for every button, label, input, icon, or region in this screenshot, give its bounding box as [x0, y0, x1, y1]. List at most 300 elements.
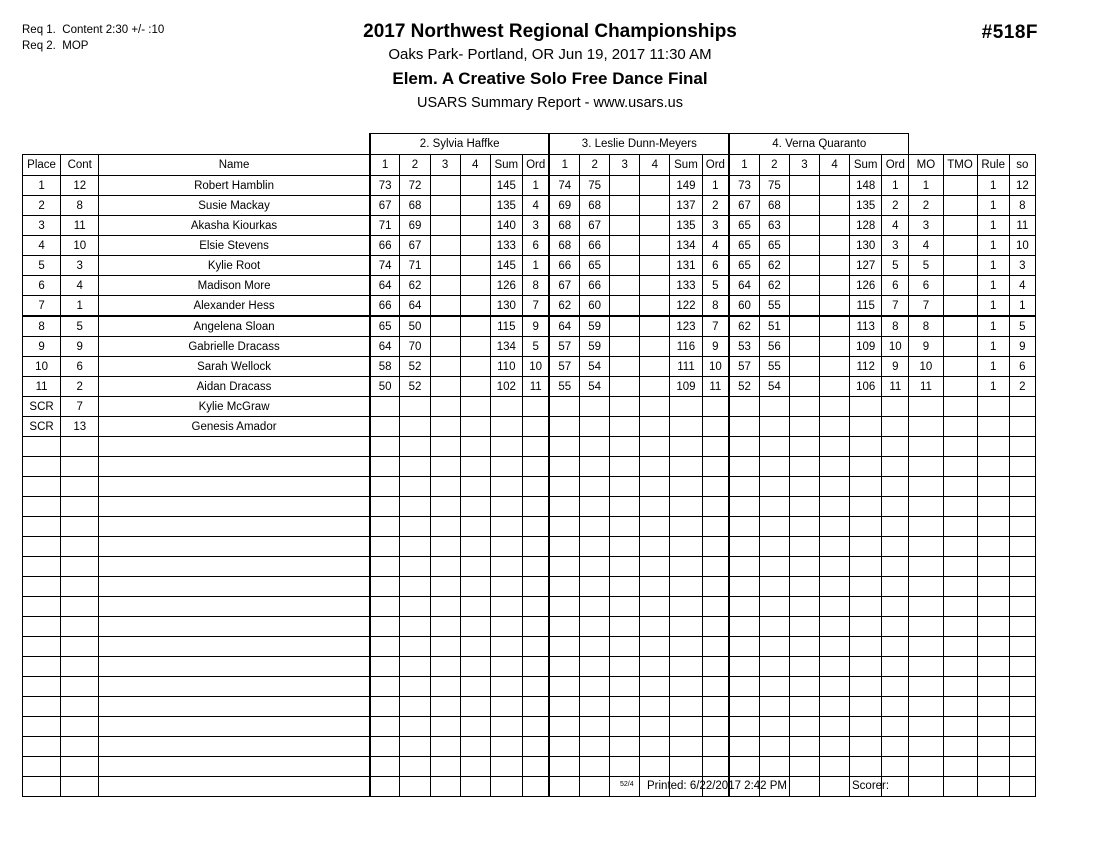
blank-cell [909, 457, 943, 477]
judge-3-label: 4. Verna Quaranto [729, 134, 909, 155]
blank-cell [610, 617, 640, 637]
blank-cell [729, 657, 759, 677]
blank-cell [370, 737, 400, 757]
score-sheet [22, 133, 1036, 797]
blank-cell [943, 437, 977, 457]
blank-cell [549, 437, 579, 457]
row-name: Elsie Stevens [99, 236, 370, 256]
row-j1-score3 [430, 316, 460, 337]
blank-cell [99, 537, 370, 557]
row-tmo [943, 176, 977, 196]
row-j1-sum: 102 [490, 377, 522, 397]
row-j3-score4 [820, 196, 850, 216]
blank-cell [580, 437, 610, 457]
blank-cell [99, 737, 370, 757]
blank-cell [460, 757, 490, 777]
blank-cell [1009, 477, 1035, 497]
blank-cell [522, 697, 549, 717]
row-j1-score1: 66 [370, 296, 400, 317]
blank-cell [977, 457, 1009, 477]
judge-1-label: 2. Sylvia Haffke [370, 134, 550, 155]
blank-cell [640, 617, 670, 637]
row-j3-score4 [820, 256, 850, 276]
row-j2-score1: 68 [549, 236, 579, 256]
row-cont: 2 [61, 377, 99, 397]
blank-cell [430, 457, 460, 477]
row-place: 11 [23, 377, 61, 397]
blank-cell [549, 517, 579, 537]
blank-cell [759, 737, 789, 757]
blank-cell [882, 617, 909, 637]
blank-cell [670, 617, 702, 637]
blank-cell [670, 497, 702, 517]
row-j2-score1: 64 [549, 316, 579, 337]
blank-cell [23, 597, 61, 617]
blank-cell [702, 477, 729, 497]
row-j1-sum: 135 [490, 196, 522, 216]
requirement-line-1: Req 1. Content 2:30 +/- :10 [22, 24, 165, 36]
row-j1-score2: 71 [400, 256, 430, 276]
row-cont: 11 [61, 216, 99, 236]
row-j2-score3 [610, 176, 640, 196]
row-j1-score1: 66 [370, 236, 400, 256]
row-j3-ord: 2 [882, 196, 909, 216]
row-tmo [943, 276, 977, 296]
row-j1-score1 [370, 397, 400, 417]
blank-cell [850, 457, 882, 477]
row-j2-score2: 54 [580, 377, 610, 397]
row-j3-ord: 1 [882, 176, 909, 196]
blank-cell [759, 697, 789, 717]
row-tmo [943, 256, 977, 276]
row-j2-sum: 135 [670, 216, 702, 236]
blank-cell [460, 717, 490, 737]
row-j2-score1: 74 [549, 176, 579, 196]
row-rule: 1 [977, 236, 1009, 256]
blank-cell [759, 657, 789, 677]
blank-cell [490, 757, 522, 777]
blank-cell [977, 717, 1009, 737]
row-j2-score4 [640, 216, 670, 236]
row-j1-ord: 3 [522, 216, 549, 236]
row-j1-score4 [460, 377, 490, 397]
report-line: USARS Summary Report - www.usars.us [417, 95, 683, 111]
blank-cell [1009, 437, 1035, 457]
blank-cell [61, 677, 99, 697]
row-tmo [943, 377, 977, 397]
blank-cell [882, 437, 909, 457]
row-j2-score4 [640, 256, 670, 276]
row-j3-score4 [820, 397, 850, 417]
table-row-blank [23, 737, 1036, 757]
blank-cell [610, 597, 640, 617]
blank-cell [430, 617, 460, 637]
row-j1-sum: 134 [490, 337, 522, 357]
row-j2-score4 [640, 397, 670, 417]
blank-cell [943, 577, 977, 597]
row-j1-score2: 62 [400, 276, 430, 296]
row-name: Gabrielle Dracass [99, 337, 370, 357]
row-j2-score1: 67 [549, 276, 579, 296]
col-head-j3-ord: Ord [882, 155, 909, 176]
row-j1-sum: 145 [490, 176, 522, 196]
blank-cell [370, 697, 400, 717]
row-j2-score3 [610, 216, 640, 236]
row-j1-score3 [430, 337, 460, 357]
blank-cell [23, 497, 61, 517]
row-j3-ord: 3 [882, 236, 909, 256]
blank-cell [702, 597, 729, 617]
blank-cell [729, 717, 759, 737]
judge-spacer-so [1009, 134, 1035, 155]
row-j2-score2: 54 [580, 357, 610, 377]
blank-cell [580, 637, 610, 657]
table-row-blank [23, 577, 1036, 597]
row-j1-score4 [460, 256, 490, 276]
row-cont: 4 [61, 276, 99, 296]
col-head-j2-sum: Sum [670, 155, 702, 176]
blank-cell [789, 677, 819, 697]
row-j3-score1: 62 [729, 316, 759, 337]
row-j1-score2 [400, 417, 430, 437]
blank-cell [430, 677, 460, 697]
blank-cell [943, 537, 977, 557]
blank-cell [99, 677, 370, 697]
blank-cell [370, 597, 400, 617]
row-j2-ord: 5 [702, 276, 729, 296]
col-head-rule: Rule [977, 155, 1009, 176]
row-j1-score3 [430, 216, 460, 236]
row-j2-score2: 67 [580, 216, 610, 236]
printed-timestamp: Printed: 6/22/2017 2:42 PM [647, 780, 788, 792]
table-row-blank [23, 657, 1036, 677]
blank-cell [400, 657, 430, 677]
blank-cell [460, 617, 490, 637]
blank-cell [522, 457, 549, 477]
requirement-line-2: Req 2. MOP [22, 40, 89, 52]
col-head-j2-3: 3 [610, 155, 640, 176]
blank-cell [789, 457, 819, 477]
row-cont: 9 [61, 337, 99, 357]
row-j1-score2: 70 [400, 337, 430, 357]
blank-cell [882, 537, 909, 557]
row-name: Susie Mackay [99, 196, 370, 216]
row-j2-score4 [640, 196, 670, 216]
row-j1-ord [522, 417, 549, 437]
blank-cell [977, 617, 1009, 637]
row-so: 6 [1009, 357, 1035, 377]
col-head-j2-1: 1 [549, 155, 579, 176]
row-j3-sum: 135 [850, 196, 882, 216]
blank-cell [610, 637, 640, 657]
row-j2-score4 [640, 276, 670, 296]
blank-cell [400, 457, 430, 477]
blank-cell [702, 757, 729, 777]
table-row [23, 316, 1036, 337]
col-head-j2-2: 2 [580, 155, 610, 176]
row-j2-score3 [610, 236, 640, 256]
blank-cell [522, 657, 549, 677]
blank-cell [1009, 537, 1035, 557]
blank-cell [522, 717, 549, 737]
blank-cell [909, 537, 943, 557]
blank-cell [909, 617, 943, 637]
row-j1-score3 [430, 397, 460, 417]
blank-cell [640, 677, 670, 697]
blank-cell [977, 697, 1009, 717]
row-j2-ord: 2 [702, 196, 729, 216]
row-mo [909, 417, 943, 437]
row-name: Kylie McGraw [99, 397, 370, 417]
row-so: 8 [1009, 196, 1035, 216]
row-j3-score2: 65 [759, 236, 789, 256]
blank-cell [61, 697, 99, 717]
row-j3-score3 [789, 316, 819, 337]
blank-cell [1009, 497, 1035, 517]
blank-cell [759, 757, 789, 777]
table-row-blank [23, 697, 1036, 717]
row-j1-ord: 5 [522, 337, 549, 357]
row-j3-sum: 128 [850, 216, 882, 236]
row-j3-sum: 106 [850, 377, 882, 397]
blank-cell [490, 637, 522, 657]
blank-cell [370, 477, 400, 497]
row-j2-score2: 65 [580, 256, 610, 276]
row-j3-score2: 56 [759, 337, 789, 357]
table-row-blank [23, 437, 1036, 457]
row-j3-score4 [820, 176, 850, 196]
title-block [0, 20, 1100, 114]
blank-cell [490, 497, 522, 517]
row-j2-sum: 123 [670, 316, 702, 337]
blank-cell [61, 757, 99, 777]
blank-cell [759, 537, 789, 557]
blank-cell [977, 757, 1009, 777]
blank-cell [882, 717, 909, 737]
blank-cell [729, 737, 759, 757]
blank-cell [99, 497, 370, 517]
row-rule: 1 [977, 176, 1009, 196]
blank-cell [61, 457, 99, 477]
col-head-j1-2: 2 [400, 155, 430, 176]
blank-cell [61, 477, 99, 497]
blank-cell [943, 557, 977, 577]
blank-cell [610, 437, 640, 457]
row-rule: 1 [977, 377, 1009, 397]
blank-cell [490, 557, 522, 577]
row-j3-ord [882, 397, 909, 417]
row-name: Robert Hamblin [99, 176, 370, 196]
blank-cell [789, 657, 819, 677]
blank-cell [640, 437, 670, 457]
blank-cell [370, 457, 400, 477]
row-j1-score1: 64 [370, 276, 400, 296]
row-j1-score3 [430, 296, 460, 317]
blank-cell [522, 617, 549, 637]
blank-cell [460, 677, 490, 697]
col-head-tmo: TMO [943, 155, 977, 176]
blank-cell [670, 737, 702, 757]
blank-cell [702, 737, 729, 757]
row-j1-score3 [430, 196, 460, 216]
blank-cell [99, 557, 370, 577]
row-j1-ord: 10 [522, 357, 549, 377]
blank-cell [977, 677, 1009, 697]
blank-cell [99, 517, 370, 537]
document-number: #518F [981, 22, 1038, 43]
table-row [23, 236, 1036, 256]
blank-cell [943, 697, 977, 717]
row-j1-score4 [460, 337, 490, 357]
blank-cell [370, 757, 400, 777]
table-row [23, 196, 1036, 216]
blank-cell [670, 577, 702, 597]
row-mo: 10 [909, 357, 943, 377]
table-row [23, 176, 1036, 196]
blank-cell [789, 697, 819, 717]
blank-cell [670, 697, 702, 717]
blank-cell [580, 557, 610, 577]
row-mo [909, 397, 943, 417]
blank-cell [789, 717, 819, 737]
blank-cell [610, 457, 640, 477]
blank-cell [820, 517, 850, 537]
blank-cell [759, 557, 789, 577]
blank-cell [23, 537, 61, 557]
blank-cell [850, 517, 882, 537]
row-j2-sum: 116 [670, 337, 702, 357]
blank-cell [61, 557, 99, 577]
row-j1-score4 [460, 236, 490, 256]
blank-cell [943, 457, 977, 477]
blank-cell [640, 697, 670, 717]
row-j2-score3 [610, 276, 640, 296]
blank-cell [370, 577, 400, 597]
column-header-row [23, 155, 1036, 176]
table-row [23, 357, 1036, 377]
row-j3-sum: 127 [850, 256, 882, 276]
blank-cell [729, 677, 759, 697]
blank-cell [670, 477, 702, 497]
row-j3-ord: 7 [882, 296, 909, 317]
row-j3-sum: 109 [850, 337, 882, 357]
blank-cell [789, 617, 819, 637]
blank-cell [490, 717, 522, 737]
table-row-blank [23, 517, 1036, 537]
table-row-blank [23, 457, 1036, 477]
row-j2-sum: 149 [670, 176, 702, 196]
row-j3-ord: 11 [882, 377, 909, 397]
blank-cell [1009, 677, 1035, 697]
row-j3-ord: 6 [882, 276, 909, 296]
row-j3-score1: 67 [729, 196, 759, 216]
blank-cell [729, 457, 759, 477]
blank-cell [430, 597, 460, 617]
blank-cell [23, 677, 61, 697]
row-j1-score2: 68 [400, 196, 430, 216]
row-j2-ord: 4 [702, 236, 729, 256]
blank-cell [430, 717, 460, 737]
blank-cell [977, 597, 1009, 617]
row-so [1009, 397, 1035, 417]
blank-cell [610, 657, 640, 677]
row-j2-sum [670, 397, 702, 417]
row-mo: 9 [909, 337, 943, 357]
row-j2-score3 [610, 397, 640, 417]
row-j1-ord: 1 [522, 176, 549, 196]
row-tmo [943, 236, 977, 256]
row-j3-score3 [789, 256, 819, 276]
row-cont: 5 [61, 316, 99, 337]
blank-cell [1009, 617, 1035, 637]
row-so: 1 [1009, 296, 1035, 317]
blank-cell [549, 537, 579, 557]
row-name: Aidan Dracass [99, 377, 370, 397]
blank-cell [549, 677, 579, 697]
row-j1-sum [490, 417, 522, 437]
row-name: Madison More [99, 276, 370, 296]
blank-cell [549, 477, 579, 497]
blank-cell [729, 757, 759, 777]
blank-cell [909, 677, 943, 697]
blank-cell [490, 477, 522, 497]
blank-cell [882, 497, 909, 517]
blank-cell [400, 477, 430, 497]
blank-cell [460, 597, 490, 617]
blank-cell [549, 757, 579, 777]
row-place: 7 [23, 296, 61, 317]
table-row [23, 256, 1036, 276]
blank-cell [702, 677, 729, 697]
blank-cell [882, 677, 909, 697]
blank-cell [670, 537, 702, 557]
row-j1-ord: 11 [522, 377, 549, 397]
row-j1-score1: 65 [370, 316, 400, 337]
blank-cell [549, 737, 579, 757]
blank-cell [490, 677, 522, 697]
col-head-j2-ord: Ord [702, 155, 729, 176]
blank-cell [460, 517, 490, 537]
blank-cell [729, 537, 759, 557]
row-j2-score4 [640, 417, 670, 437]
row-j3-sum: 112 [850, 357, 882, 377]
blank-cell [977, 657, 1009, 677]
row-tmo [943, 316, 977, 337]
blank-cell [702, 577, 729, 597]
blank-cell [522, 497, 549, 517]
blank-cell [580, 757, 610, 777]
row-place: 10 [23, 357, 61, 377]
blank-cell [729, 617, 759, 637]
col-head-j3-3: 3 [789, 155, 819, 176]
blank-cell [99, 437, 370, 457]
row-j1-score4 [460, 196, 490, 216]
row-place: SCR [23, 417, 61, 437]
row-cont: 10 [61, 236, 99, 256]
blank-cell [909, 437, 943, 457]
blank-cell [370, 617, 400, 637]
blank-cell [640, 737, 670, 757]
blank-cell [702, 537, 729, 557]
row-j1-score2: 72 [400, 176, 430, 196]
table-row [23, 276, 1036, 296]
blank-cell [490, 537, 522, 557]
row-j1-score3 [430, 236, 460, 256]
row-j2-score1: 66 [549, 256, 579, 276]
blank-cell [1009, 697, 1035, 717]
blank-cell [882, 577, 909, 597]
judge-spacer-name [99, 134, 370, 155]
